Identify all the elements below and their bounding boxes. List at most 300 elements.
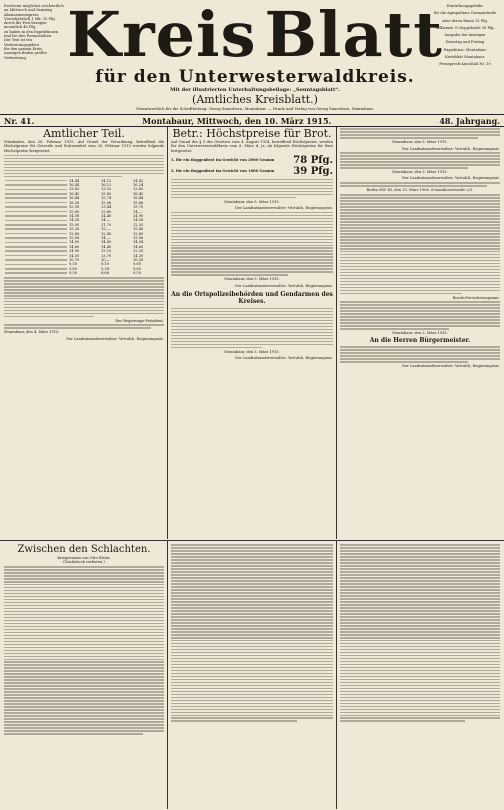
text-line <box>171 341 333 343</box>
text-line <box>340 679 500 681</box>
price-cell: 15,80 <box>101 191 112 196</box>
text-line <box>340 547 500 549</box>
price-cell: 16,40 <box>133 191 144 196</box>
left-notice-line: Abonnementspreis: <box>4 12 40 17</box>
price-cell: 11,70 <box>101 222 112 227</box>
column-bread-prices <box>171 127 333 360</box>
text-line <box>4 590 164 592</box>
text-line <box>340 275 500 277</box>
text-line <box>340 607 500 609</box>
text-line <box>171 274 288 276</box>
bread-price-1 <box>171 155 333 166</box>
text-line <box>340 616 500 618</box>
text-line <box>171 706 333 708</box>
text-line <box>340 355 500 357</box>
text-line <box>4 596 164 598</box>
text-line <box>171 247 333 249</box>
left-notice-line: Erscheint möglichst wöchentlich <box>4 4 64 8</box>
text-line <box>171 559 333 561</box>
text-line <box>171 556 333 558</box>
text-line <box>4 316 94 318</box>
text-line <box>340 568 500 570</box>
bread-sig-2: Der Landratsamtsverwalter: Vertulch, Regierungsrat. <box>235 283 333 288</box>
right-notice-line: oder deren Raum 15 Pfg. <box>442 18 488 23</box>
text-line <box>340 589 500 591</box>
text-line <box>171 188 333 190</box>
price-cell: 9,50 <box>133 271 142 276</box>
text-lines <box>340 194 500 294</box>
text-line <box>340 128 500 130</box>
text-line <box>171 676 333 678</box>
text-line <box>171 720 297 722</box>
text-line <box>171 259 333 261</box>
text-line <box>171 550 333 552</box>
left-notice-line: monatlich 40 Pfg. <box>4 25 37 30</box>
text-line <box>4 691 164 693</box>
text-line <box>171 565 333 567</box>
price-cell: 14,40 <box>101 244 112 249</box>
text-line <box>4 277 164 279</box>
price-cell: 9,80 <box>69 266 78 271</box>
text-line <box>171 682 333 684</box>
text-line <box>171 634 333 636</box>
text-line <box>4 659 164 661</box>
text-line <box>340 278 500 280</box>
text-line <box>340 664 500 666</box>
text-line <box>171 595 333 597</box>
text-line <box>4 307 164 309</box>
text-line <box>171 640 333 642</box>
text-line <box>4 727 164 729</box>
text-line <box>171 646 333 648</box>
price-cell: 12,35 <box>133 222 144 227</box>
right-notice-line: Ausgabe der Anzeigen <box>444 33 486 38</box>
price-row <box>4 271 164 275</box>
text-line <box>4 706 164 708</box>
text-line <box>340 167 468 169</box>
text-line <box>171 658 333 660</box>
text-line <box>171 631 333 633</box>
text-line <box>171 191 333 193</box>
text-line <box>171 601 333 603</box>
text-line <box>340 673 500 675</box>
left-notice-line: für den ganzen Kreis <box>4 46 43 51</box>
text-line <box>171 212 333 214</box>
text-line <box>171 344 333 346</box>
text-line <box>340 236 500 238</box>
text-lines <box>340 301 500 329</box>
price-cell: 9,50 <box>69 262 78 267</box>
police-heading: An die Ortspolizeibehörden und Gendarmen des Kreises. <box>171 290 333 305</box>
text-line <box>4 602 164 604</box>
notice-sig-1: Der Landratsamtsverwalter: Vertulch, Regierungsrat. <box>402 146 500 151</box>
text-line <box>340 206 500 208</box>
bread-intro: Auf Grund des § 5 des Gesetzes vom 4. August 1914, betreffend Höchstpreise, werden für den Unterwesterwaldkreis vom 8. März d. Js. ab folgende Höchstpreise für Brot festgesetzt: <box>171 140 333 153</box>
text-line <box>340 697 500 699</box>
text-line <box>4 650 164 652</box>
price-cell: 9,10 <box>101 262 110 267</box>
text-line <box>171 311 333 313</box>
price-cell: 16,44 <box>69 183 80 188</box>
bread-date-2: Montabaur, den 5. März 1915. <box>224 277 280 282</box>
bread-price-1-label: 1. für ein Roggenbrot im Gewicht von 2000 Gramm <box>171 158 275 163</box>
bread-price-2-label: 2. für ein Roggenbrot im Gewicht von 1000 Gramm <box>171 169 275 174</box>
text-line <box>171 610 333 612</box>
text-line <box>4 298 164 300</box>
notice2-date: Montabaur, den 4. März 1915. <box>4 330 60 335</box>
price-table <box>4 179 164 276</box>
column-official <box>4 127 164 341</box>
price-cell: 9,30 <box>69 271 78 276</box>
text-line <box>340 361 468 363</box>
bread-price-heading: Betr.: Höchstpreise für Brot. <box>172 127 332 140</box>
price-cell: 16,44 <box>69 196 80 201</box>
price-cell: 16,44 <box>133 196 144 201</box>
text-line <box>4 632 164 634</box>
text-line <box>340 316 500 318</box>
text-line <box>171 607 333 609</box>
bread-sig-1: Der Landratsamtsverwalter: Vertulch, Regierungsrat. <box>235 205 333 210</box>
price-cell: 16,28 <box>69 200 80 205</box>
text-line <box>4 641 164 643</box>
text-line <box>171 314 333 316</box>
text-line <box>4 667 164 669</box>
text-line <box>171 253 333 255</box>
text-line <box>340 610 500 612</box>
text-line <box>171 709 333 711</box>
left-notice-line: durch die Post bezogen <box>4 21 47 26</box>
text-line <box>4 599 164 601</box>
text-line <box>4 327 151 329</box>
price-cell: 12,40 <box>101 231 112 236</box>
text-line <box>171 197 296 199</box>
text-line <box>171 332 333 334</box>
notice-date-4: Montabaur, den 3. März 1915. <box>392 331 448 335</box>
text-line <box>340 290 500 292</box>
text-lines <box>340 544 500 722</box>
text-line <box>4 614 164 616</box>
price-cell: 13,82 <box>69 187 80 192</box>
text-lines <box>340 152 500 169</box>
text-line <box>4 653 164 655</box>
serial-column-2 <box>171 543 333 723</box>
text-line <box>340 556 500 558</box>
text-line <box>340 287 500 289</box>
text-line <box>171 347 262 349</box>
price-cell: 14,28 <box>69 218 80 223</box>
text-line <box>340 592 500 594</box>
text-line <box>171 673 333 675</box>
text-line <box>4 593 164 595</box>
text-line <box>340 649 500 651</box>
text-line <box>4 679 164 681</box>
text-line <box>340 272 500 274</box>
text-line <box>171 688 333 690</box>
text-line <box>171 577 333 579</box>
price-cell: 14,44 <box>69 178 80 183</box>
text-lines <box>4 155 164 177</box>
text-line <box>4 611 164 613</box>
text-line <box>4 283 164 285</box>
police-sig: Der Landratsamtsverwalter: Vertulch, Regierungsrat. <box>235 355 333 360</box>
price-cell: 8,66 <box>101 271 110 276</box>
text-line <box>4 295 164 297</box>
issue-year: 48. Jahrgang. <box>439 115 500 126</box>
text-line <box>171 268 333 270</box>
text-line <box>340 161 500 163</box>
text-line <box>4 572 164 574</box>
text-line <box>340 352 500 354</box>
text-line <box>4 280 164 282</box>
text-line <box>340 709 500 711</box>
text-line <box>171 622 333 624</box>
text-line <box>340 131 500 133</box>
text-line <box>340 577 500 579</box>
text-line <box>4 703 164 705</box>
notice2-signature: Der Landratsamtsverwalter: Vertulch, Regierungsrat. <box>66 336 164 341</box>
text-line <box>171 694 333 696</box>
text-line <box>4 578 164 580</box>
text-line <box>4 608 164 610</box>
text-line <box>171 598 333 600</box>
text-line <box>4 670 164 672</box>
text-line <box>4 685 164 687</box>
text-line <box>4 709 164 711</box>
right-notice-line: Expedition: Montabaur <box>443 47 487 52</box>
dateline-bar <box>0 114 504 127</box>
text-line <box>4 682 164 684</box>
price-cell: 13,60 <box>101 209 112 214</box>
price-cell: 13,44 <box>101 205 112 210</box>
text-line <box>171 239 333 241</box>
text-line <box>340 655 500 657</box>
text-line <box>4 626 164 628</box>
notice-date-1: Montabaur, den 5. März 1915. <box>392 140 448 145</box>
text-line <box>171 547 333 549</box>
price-cell: 14,12 <box>101 178 112 183</box>
text-line <box>171 574 333 576</box>
text-line <box>171 320 333 322</box>
text-line <box>4 575 164 577</box>
text-line <box>340 245 500 247</box>
text-line <box>171 215 333 217</box>
price-cell: 14,60 <box>133 244 144 249</box>
text-line <box>340 703 500 705</box>
text-line <box>4 617 164 619</box>
text-lines <box>4 277 164 317</box>
text-line <box>340 209 500 211</box>
text-line <box>340 604 500 606</box>
text-line <box>171 717 333 719</box>
text-line <box>171 667 333 669</box>
text-line <box>340 322 500 324</box>
text-line <box>340 266 500 268</box>
text-line <box>171 562 333 564</box>
text-line <box>340 248 500 250</box>
price-cell: 15,66 <box>133 200 144 205</box>
text-line <box>340 310 500 312</box>
text-line <box>340 346 500 348</box>
text-line <box>171 583 333 585</box>
text-line <box>4 161 164 163</box>
section-divider <box>0 540 504 541</box>
left-notice-line: zu haben in den Expeditionen <box>4 29 59 34</box>
notice1-signature: Der Regierungs-Präsident. <box>115 318 164 323</box>
text-line <box>340 717 500 719</box>
text-line <box>171 230 333 232</box>
text-line <box>4 730 164 732</box>
text-line <box>171 338 333 340</box>
text-line <box>340 670 500 672</box>
text-line <box>340 643 500 645</box>
text-line <box>340 307 500 309</box>
price-cell: 14,42 <box>133 178 144 183</box>
bread-price-2 <box>171 166 333 177</box>
text-line <box>171 326 333 328</box>
text-line <box>340 628 500 630</box>
text-line <box>4 694 164 696</box>
masthead <box>67 0 443 111</box>
text-line <box>340 658 500 660</box>
text-lines <box>171 308 333 348</box>
text-line <box>4 569 164 571</box>
text-line <box>340 571 500 573</box>
text-line <box>171 643 333 645</box>
text-line <box>171 329 333 331</box>
text-line <box>4 324 164 326</box>
text-line <box>4 158 164 160</box>
text-line <box>171 323 333 325</box>
text-line <box>171 637 333 639</box>
text-line <box>340 598 500 600</box>
text-line <box>171 224 333 226</box>
text-line <box>171 218 333 220</box>
text-line <box>340 137 478 139</box>
text-line <box>4 644 164 646</box>
text-line <box>4 304 164 306</box>
text-line <box>171 700 333 702</box>
text-line <box>340 700 500 702</box>
text-line <box>340 155 500 157</box>
text-line <box>4 292 164 294</box>
text-line <box>171 182 333 184</box>
text-line <box>340 622 500 624</box>
text-line <box>4 313 164 315</box>
text-line <box>340 553 500 555</box>
text-line <box>171 625 333 627</box>
text-line <box>340 304 500 306</box>
text-line <box>4 620 164 622</box>
place-cell <box>4 271 68 275</box>
text-line <box>340 685 500 687</box>
notice-date-2: Montabaur, den 3. März 1915. <box>392 170 448 175</box>
price-cell: 10,30 <box>133 257 144 262</box>
price-cell: 15,58 <box>69 205 80 210</box>
text-lines <box>340 346 500 363</box>
text-line <box>340 221 500 223</box>
text-line <box>4 715 164 717</box>
text-line <box>340 254 500 256</box>
text-lines <box>171 179 333 199</box>
text-line <box>4 173 164 175</box>
text-line <box>340 358 500 360</box>
text-line <box>340 224 500 226</box>
text-line <box>171 544 333 546</box>
text-line <box>4 697 164 699</box>
text-line <box>4 647 164 649</box>
text-line <box>340 631 500 633</box>
text-line <box>171 221 333 223</box>
column-rule <box>167 127 168 539</box>
text-line <box>340 688 500 690</box>
text-line <box>340 586 500 588</box>
notice-sig-4: Der Landratsamtsverwalter: Vertulch, Regierungsrat. <box>402 364 500 369</box>
text-lines <box>4 566 164 735</box>
price-cell: 16,40 <box>69 191 80 196</box>
serial-column-3 <box>340 543 500 723</box>
text-line <box>171 580 333 582</box>
text-line <box>340 712 500 714</box>
price-cell: 13,60 <box>133 187 144 192</box>
text-line <box>4 635 164 637</box>
masthead-official: (Amtliches Kreisblatt.) <box>192 93 318 106</box>
notice-date-3: Berlin NW. 40, den 15. März 1906. Scharnhorststraße 2/3. <box>366 187 474 192</box>
text-line <box>340 676 500 678</box>
text-line <box>4 605 164 607</box>
text-line <box>171 179 333 181</box>
official-section-heading: Amtlicher Teil. <box>43 127 125 140</box>
price-cell: 15,08 <box>69 235 80 240</box>
text-line <box>340 319 500 321</box>
text-line <box>340 218 500 220</box>
text-line <box>340 269 500 271</box>
masthead-title <box>67 0 443 71</box>
text-line <box>340 200 500 202</box>
text-line <box>340 185 487 187</box>
text-line <box>340 694 500 696</box>
issue-date: Montabaur, Mittwoch, den 10. März 1915. <box>142 115 332 126</box>
column-rule <box>167 541 168 809</box>
column-notices <box>340 127 500 368</box>
text-line <box>4 688 164 690</box>
text-line <box>171 613 333 615</box>
text-line <box>171 236 333 238</box>
text-line <box>4 656 164 658</box>
text-line <box>171 589 333 591</box>
serial-subheading: Kriegsroman von Otto Elster. <box>57 556 111 560</box>
price-cell: 14,40 <box>101 213 112 218</box>
text-line <box>4 718 164 720</box>
text-line <box>171 652 333 654</box>
text-line <box>4 700 164 702</box>
price-cell: 15,70 <box>133 205 144 210</box>
notice-sig-2: Der Landratsamtsverwalter: Vertulch, Regierungsrat. <box>402 176 500 181</box>
text-line <box>340 301 500 303</box>
price-cell: 14,— <box>101 235 111 240</box>
text-line <box>340 325 500 327</box>
masthead-right-notice <box>430 4 500 70</box>
text-line <box>171 655 333 657</box>
price-cell: 13,70 <box>101 253 112 258</box>
text-line <box>171 317 333 319</box>
title-left-word: Kreis <box>67 0 257 71</box>
right-notice-line: Einrückungsgebühr <box>446 4 484 8</box>
masthead-subtitle: für den Unterwesterwaldkreis. <box>95 67 415 87</box>
text-line <box>171 604 333 606</box>
text-line <box>340 239 500 241</box>
text-line <box>340 158 500 160</box>
text-line <box>171 194 333 196</box>
